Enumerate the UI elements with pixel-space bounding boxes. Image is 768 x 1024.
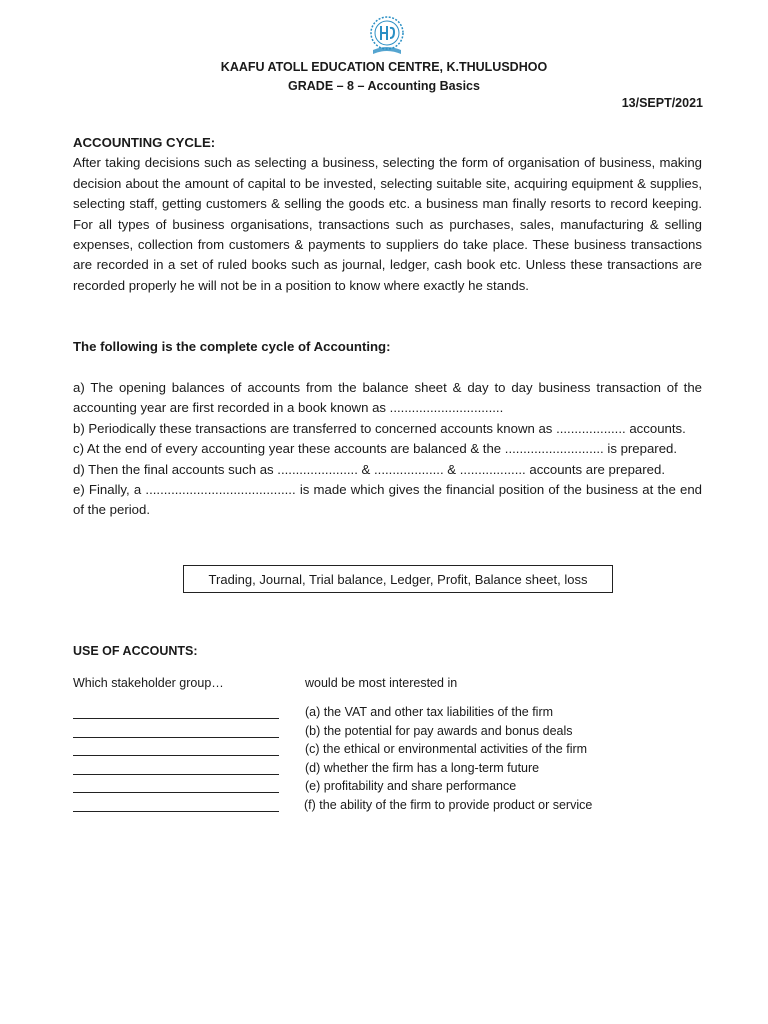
answer-blank[interactable] — [73, 737, 279, 738]
interest-item: (a) the VAT and other tax liabilities of the firm — [305, 705, 554, 719]
table-row — [73, 705, 693, 724]
answer-blank[interactable] — [73, 718, 279, 719]
interest-item: (e) profitability and share performance — [305, 779, 517, 794]
accounting-cycle-section — [73, 133, 702, 296]
interest-column-header: would be most interested in — [305, 676, 458, 690]
interest-item: (b) the potential for pay awards and bonus deals — [305, 723, 573, 738]
table-row — [73, 761, 693, 780]
grade-subject: GRADE – 8 – Accounting Basics — [288, 79, 480, 93]
cycle-item-c: c) At the end of every accounting year these accounts are balanced & the ........................... is prepared. — [73, 441, 678, 457]
school-name: KAAFU ATOLL EDUCATION CENTRE, K.THULUSDHOO — [220, 60, 548, 74]
accounting-cycle-heading: ACCOUNTING CYCLE: — [73, 135, 216, 150]
interest-item: (f) the ability of the firm to provide product or service — [304, 797, 593, 812]
answer-blank[interactable] — [73, 755, 279, 756]
cycle-items — [73, 378, 702, 521]
accounting-cycle-paragraph: After taking decisions such as selecting a business, selecting the form of organisation of business, making decision about the amount of capital to be invested, selecting suitable site, acquiring equipment & supplies, selecting staff, getting customers & selling the goods etc. a business man finally resorts to record keeping. For all types of business organisations, transactions such as purchases, sales, manufacturing & selling expenses, collection from customers & payments to suppliers do take place. These business transactions are recorded in a set of ruled books such as journal, ledger, cash book etc. Unless these transactions are recorded properly he will not be in a position to know where exactly he stands. — [73, 155, 702, 293]
answer-blank[interactable] — [73, 774, 279, 775]
answer-blank[interactable] — [73, 792, 279, 793]
use-of-accounts-heading: USE OF ACCOUNTS: — [73, 644, 198, 658]
answer-blank[interactable] — [73, 811, 279, 812]
cycle-item-e: e) Finally, a ......................................... is made which gives the financial position of the business at the end of the period. — [73, 482, 702, 518]
word-bank-text: Trading, Journal, Trial balance, Ledger, Profit, Balance sheet, loss — [208, 571, 588, 587]
table-row — [73, 724, 693, 743]
cycle-item-b: b) Periodically these transactions are transferred to concerned accounts known as ................... accounts. — [73, 420, 686, 436]
cycle-item-a: a) The opening balances of accounts from the balance sheet & day to day business transaction of the accounting year are first recorded in a book known as ............................... — [73, 380, 702, 416]
table-row — [73, 779, 693, 798]
stakeholder-rows — [73, 705, 693, 817]
worksheet-date: 13/SEPT/2021 — [621, 96, 703, 110]
interest-item: (d) whether the firm has a long-term future — [305, 760, 540, 775]
table-row — [73, 742, 693, 761]
cycle-intro: The following is the complete cycle of Accounting: — [73, 339, 391, 354]
word-bank-box — [183, 565, 613, 593]
stakeholder-column-header: Which stakeholder group… — [73, 676, 224, 690]
interest-item: (c) the ethical or environmental activities of the firm — [305, 742, 588, 757]
table-row — [73, 798, 693, 817]
cycle-item-d: d) Then the final accounts such as ...................... & ................... & .................. accounts are prepared. — [73, 461, 665, 477]
school-logo-icon — [367, 14, 407, 56]
